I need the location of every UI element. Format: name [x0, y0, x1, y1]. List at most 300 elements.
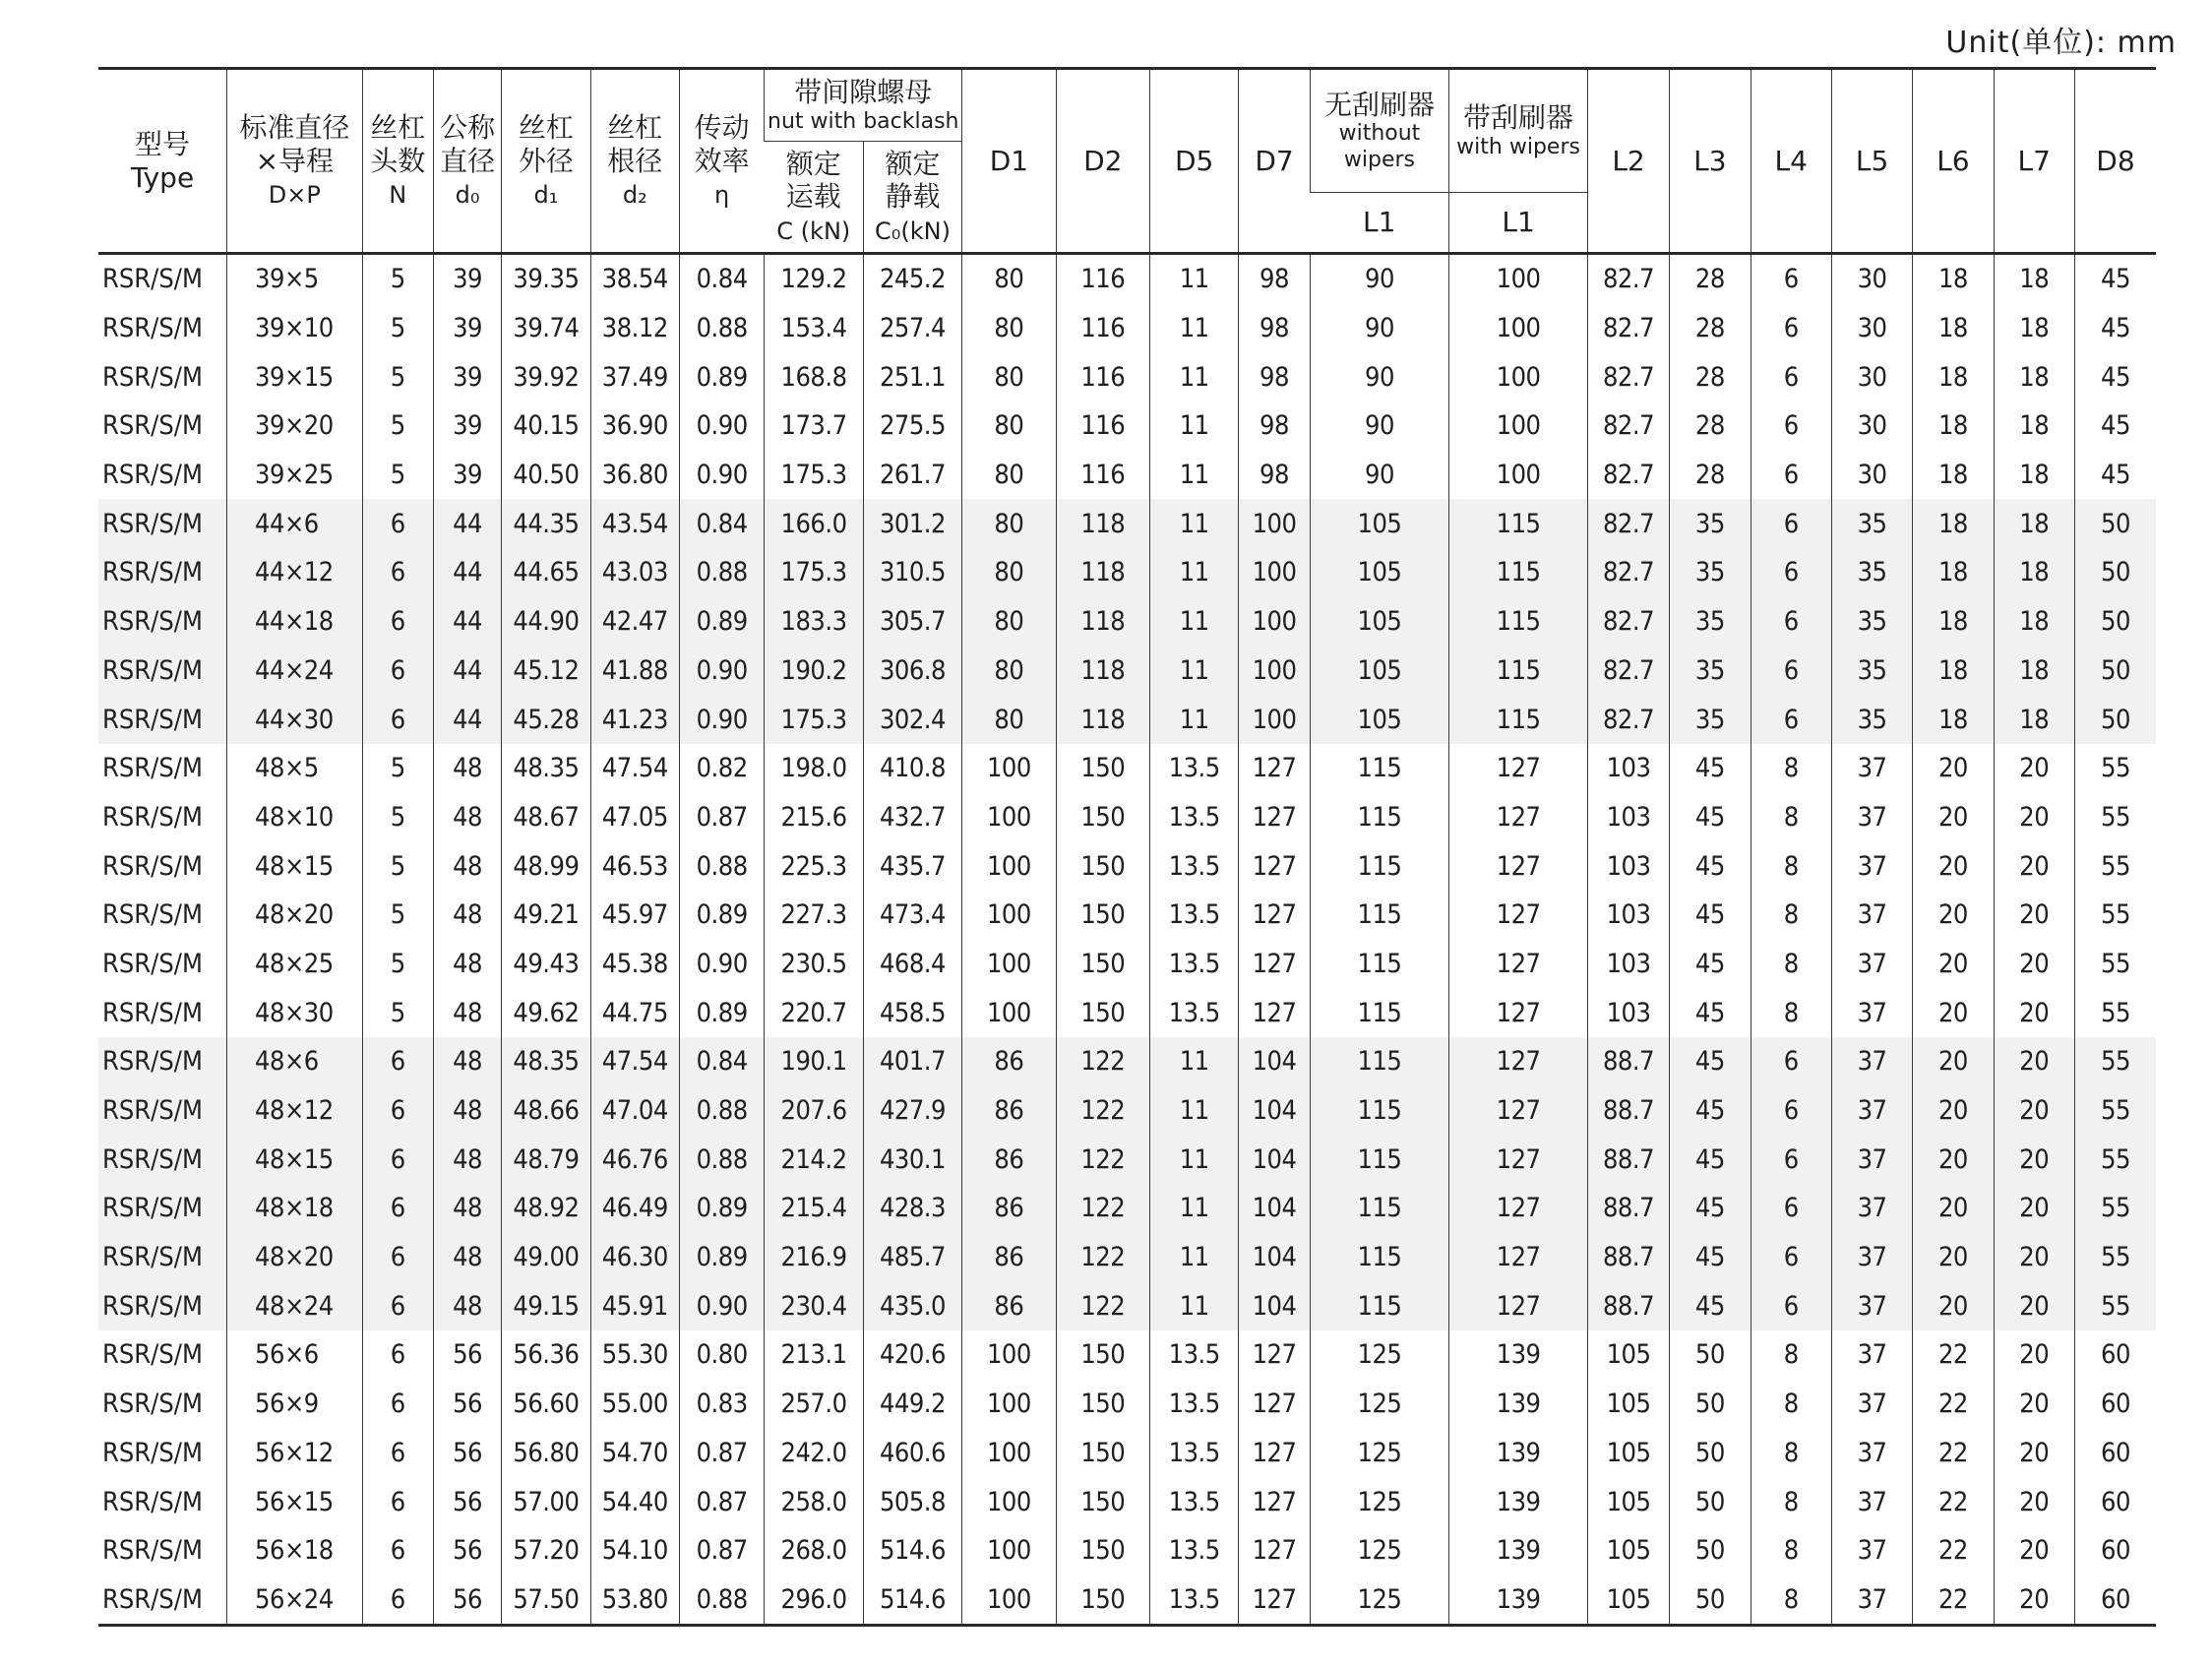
table-cell: 150: [1056, 1575, 1149, 1626]
table-cell: 104: [1239, 1037, 1310, 1086]
table-cell: 11: [1149, 1135, 1238, 1184]
table-cell: 48: [433, 988, 501, 1037]
table-cell: 98: [1239, 402, 1310, 451]
table-cell: 115: [1449, 597, 1588, 647]
table-cell: 20: [1994, 744, 2074, 793]
table-cell: 80: [962, 352, 1056, 402]
table-cell: 6: [1751, 352, 1831, 402]
table-body: [98, 254, 2156, 1626]
table-cell: 86: [962, 1281, 1056, 1330]
table-cell: 13.5: [1149, 744, 1238, 793]
table-cell: 104: [1239, 1281, 1310, 1330]
table-cell: 56×9: [227, 1380, 363, 1429]
table-cell: 35: [1831, 597, 1912, 647]
table-cell: 88.7: [1587, 1086, 1669, 1136]
table-cell: 48: [433, 1135, 501, 1184]
table-cell: 13.5: [1149, 1477, 1238, 1526]
table-cell: 127: [1239, 1526, 1310, 1575]
table-cell: 35: [1670, 695, 1751, 744]
table-cell: 11: [1149, 548, 1238, 597]
table-cell: 80: [962, 499, 1056, 548]
table-cell: 18: [1913, 254, 1994, 304]
table-cell: 11: [1149, 647, 1238, 696]
table-cell: 98: [1239, 352, 1310, 402]
table-row: [98, 647, 2156, 696]
table-cell: 428.3: [863, 1184, 961, 1233]
header-without-wipers: 无刮刷器 without wipers: [1310, 69, 1449, 193]
table-cell: 100: [962, 891, 1056, 940]
table-cell: 0.84: [679, 499, 764, 548]
table-cell: 48: [433, 744, 501, 793]
table-cell: 242.0: [765, 1429, 863, 1478]
table-cell: 20: [1994, 891, 2074, 940]
table-cell: 214.2: [765, 1135, 863, 1184]
table-cell: 54.10: [590, 1526, 679, 1575]
table-cell: 13.5: [1149, 1380, 1238, 1429]
table-cell: 116: [1056, 254, 1149, 304]
table-cell: 100: [962, 1575, 1056, 1626]
table-cell: 39: [433, 352, 501, 402]
table-cell: 80: [962, 647, 1056, 696]
table-cell: 44×30: [227, 695, 363, 744]
table-cell: 22: [1913, 1380, 1994, 1429]
table-cell: RSR/S/M: [98, 1575, 227, 1626]
table-cell: 18: [1994, 402, 2074, 451]
table-cell: 45: [1670, 1184, 1751, 1233]
table-cell: 100: [1239, 548, 1310, 597]
table-cell: 6: [362, 1281, 433, 1330]
table-cell: RSR/S/M: [102, 1535, 203, 1567]
header-d2: D2: [1056, 69, 1149, 254]
table-cell: 8: [1751, 744, 1831, 793]
table-cell: 305.7: [863, 597, 961, 647]
table-cell: 115: [1310, 1086, 1449, 1136]
table-cell: 216.9: [765, 1233, 863, 1282]
table-cell: 125: [1310, 1526, 1449, 1575]
header-d7: D7: [1239, 69, 1310, 254]
table-cell: 13.5: [1149, 793, 1238, 842]
table-cell: 45: [1670, 841, 1751, 891]
table-cell: 20: [1913, 1233, 1994, 1282]
table-cell: RSR/S/M: [102, 899, 203, 931]
table-cell: 82.7: [1587, 304, 1669, 353]
table-cell: 80: [962, 451, 1056, 500]
table-cell: 44: [433, 695, 501, 744]
table-cell: 0.88: [679, 1575, 764, 1626]
table-cell: 45: [2074, 402, 2156, 451]
table-cell: 150: [1056, 744, 1149, 793]
table-cell: 116: [1056, 451, 1149, 500]
table-cell: 46.53: [590, 841, 679, 891]
table-cell: 18: [1913, 695, 1994, 744]
table-cell: 47.54: [590, 1037, 679, 1086]
table-cell: 18: [1913, 304, 1994, 353]
table-cell: 0.89: [679, 988, 764, 1037]
table-cell: 45: [1670, 744, 1751, 793]
header-nominal-diameter: 公称 直径 d₀: [433, 69, 501, 254]
table-cell: 0.90: [679, 647, 764, 696]
table-cell: 505.8: [863, 1477, 961, 1526]
table-cell: 458.5: [863, 988, 961, 1037]
table-cell: RSR/S/M: [102, 997, 203, 1028]
table-cell: 227.3: [765, 891, 863, 940]
table-cell: 22: [1913, 1330, 1994, 1380]
table-cell: 0.90: [679, 402, 764, 451]
table-cell: 20: [1994, 1233, 2074, 1282]
table-row: [98, 1037, 2156, 1086]
table-cell: 150: [1056, 1429, 1149, 1478]
table-cell: 30: [1831, 254, 1912, 304]
table-cell: 8: [1751, 1526, 1831, 1575]
table-cell: 5: [362, 841, 433, 891]
table-cell: 0.83: [679, 1380, 764, 1429]
table-cell: 115: [1449, 548, 1588, 597]
table-cell: 6: [362, 1233, 433, 1282]
table-cell: 48.99: [502, 841, 590, 891]
table-cell: 11: [1149, 1037, 1238, 1086]
table-cell: RSR/S/M: [98, 647, 227, 696]
table-cell: 55: [2074, 841, 2156, 891]
table-cell: 175.3: [765, 451, 863, 500]
table-cell: 98: [1239, 451, 1310, 500]
table-cell: 56×18: [227, 1526, 363, 1575]
table-cell: 251.1: [863, 352, 961, 402]
table-cell: 18: [1913, 647, 1994, 696]
table-cell: 49.43: [502, 940, 590, 989]
table-cell: 88.7: [1587, 1037, 1669, 1086]
table-cell: 127: [1239, 744, 1310, 793]
table-cell: 20: [1913, 940, 1994, 989]
table-cell: 82.7: [1587, 254, 1669, 304]
table-cell: 20: [1994, 1086, 2074, 1136]
table-cell: 30: [1831, 304, 1912, 353]
table-cell: 6: [362, 1526, 433, 1575]
table-cell: 46.30: [590, 1233, 679, 1282]
table-cell: 18: [1994, 352, 2074, 402]
header-efficiency: 传动 效率 η: [679, 69, 764, 254]
table-cell: 38.54: [590, 254, 679, 304]
table-cell: 173.7: [765, 402, 863, 451]
table-cell: 60: [2074, 1429, 2156, 1478]
table-cell: 39: [433, 402, 501, 451]
table-cell: 190.2: [765, 647, 863, 696]
table-cell: 35: [1670, 499, 1751, 548]
table-cell: 30: [1831, 402, 1912, 451]
table-cell: 48×25: [227, 940, 363, 989]
table-cell: 50: [2074, 695, 2156, 744]
table-cell: 44: [433, 647, 501, 696]
table-cell: 127: [1239, 793, 1310, 842]
table-cell: 6: [362, 1135, 433, 1184]
table-cell: RSR/S/M: [98, 1037, 227, 1086]
table-cell: 37: [1831, 1281, 1912, 1330]
table-cell: 82.7: [1587, 352, 1669, 402]
table-cell: 125: [1310, 1330, 1449, 1380]
table-cell: 310.5: [863, 548, 961, 597]
table-cell: 44.90: [502, 597, 590, 647]
table-cell: 49.00: [502, 1233, 590, 1282]
table-cell: 103: [1587, 793, 1669, 842]
table-cell: 44.35: [502, 499, 590, 548]
table-cell: 0.89: [679, 352, 764, 402]
table-cell: 6: [1751, 1184, 1831, 1233]
table-cell: 0.87: [679, 1429, 764, 1478]
table-cell: 37: [1831, 1477, 1912, 1526]
table-cell: 86: [962, 1184, 1056, 1233]
table-cell: 127: [1239, 1477, 1310, 1526]
table-cell: 0.82: [679, 744, 764, 793]
table-cell: 401.7: [863, 1037, 961, 1086]
table-cell: 420.6: [863, 1330, 961, 1380]
table-cell: 125: [1310, 1380, 1449, 1429]
table-cell: 115: [1310, 1233, 1449, 1282]
table-cell: 6: [1751, 1281, 1831, 1330]
table-cell: 427.9: [863, 1086, 961, 1136]
table-cell: 80: [962, 548, 1056, 597]
table-cell: 20: [1994, 1526, 2074, 1575]
table-cell: 5: [362, 793, 433, 842]
table-row: [98, 254, 2156, 304]
table-cell: 268.0: [765, 1526, 863, 1575]
table-cell: 88.7: [1587, 1135, 1669, 1184]
table-cell: 6: [362, 695, 433, 744]
table-cell: 105: [1587, 1526, 1669, 1575]
table-cell: 115: [1310, 744, 1449, 793]
table-cell: 20: [1913, 744, 1994, 793]
table-cell: 45.38: [590, 940, 679, 989]
table-cell: 127: [1239, 891, 1310, 940]
table-cell: 45: [2074, 352, 2156, 402]
table-row: [98, 597, 2156, 647]
table-cell: 37: [1831, 940, 1912, 989]
table-cell: 48×20: [227, 1233, 363, 1282]
table-cell: 45: [1670, 1086, 1751, 1136]
table-cell: 43.03: [590, 548, 679, 597]
table-cell: 39×5: [227, 254, 363, 304]
table-cell: RSR/S/M: [98, 1135, 227, 1184]
table-cell: 6: [362, 647, 433, 696]
table-cell: 18: [1994, 451, 2074, 500]
table-cell: 116: [1056, 352, 1149, 402]
table-cell: 18: [1994, 597, 2074, 647]
table-cell: 0.88: [679, 1086, 764, 1136]
table-cell: 50: [2074, 499, 2156, 548]
table-cell: 47.04: [590, 1086, 679, 1136]
table-cell: 82.7: [1587, 451, 1669, 500]
table-cell: 105: [1587, 1429, 1669, 1478]
header-l3: L3: [1670, 69, 1751, 254]
header-with-wipers: 带刮刷器 with wipers: [1449, 69, 1588, 193]
table-cell: 449.2: [863, 1380, 961, 1429]
table-cell: 127: [1239, 1575, 1310, 1626]
table-cell: 55: [2074, 891, 2156, 940]
table-cell: 410.8: [863, 744, 961, 793]
table-cell: 48×24: [227, 1281, 363, 1330]
table-row: [98, 402, 2156, 451]
header-l6: L6: [1913, 69, 1994, 254]
table-cell: 8: [1751, 1575, 1831, 1626]
table-cell: 48×18: [227, 1184, 363, 1233]
table-cell: 6: [1751, 1233, 1831, 1282]
table-cell: 105: [1310, 695, 1449, 744]
table-cell: 28: [1670, 402, 1751, 451]
table-row: [98, 352, 2156, 402]
table-cell: 473.4: [863, 891, 961, 940]
table-cell: 22: [1913, 1429, 1994, 1478]
table-cell: 432.7: [863, 793, 961, 842]
table-cell: 48.67: [502, 793, 590, 842]
table-cell: 105: [1587, 1575, 1669, 1626]
table-cell: 50: [1670, 1380, 1751, 1429]
table-cell: 48.35: [502, 744, 590, 793]
header-l5: L5: [1831, 69, 1912, 254]
table-cell: 258.0: [765, 1477, 863, 1526]
table-cell: 18: [1994, 548, 2074, 597]
table-cell: 39×25: [227, 451, 363, 500]
table-cell: 80: [962, 695, 1056, 744]
table-cell: 215.4: [765, 1184, 863, 1233]
table-cell: 6: [362, 597, 433, 647]
table-cell: 45: [2074, 254, 2156, 304]
table-cell: 5: [362, 352, 433, 402]
table-cell: RSR/S/M: [102, 1486, 203, 1517]
table-cell: 190.1: [765, 1037, 863, 1086]
table-row: [98, 988, 2156, 1037]
header-root-diameter: 丝杠 根径 d₂: [590, 69, 679, 254]
table-cell: 35: [1831, 499, 1912, 548]
table-cell: 55: [2074, 744, 2156, 793]
table-cell: 53.80: [590, 1575, 679, 1626]
table-cell: 48: [433, 940, 501, 989]
table-cell: 28: [1670, 352, 1751, 402]
table-cell: 11: [1149, 499, 1238, 548]
table-cell: 175.3: [765, 695, 863, 744]
table-row: [98, 1281, 2156, 1330]
table-cell: 20: [1994, 988, 2074, 1037]
table-cell: 39×10: [227, 304, 363, 353]
table-cell: 49.62: [502, 988, 590, 1037]
table-cell: 56: [433, 1429, 501, 1478]
table-cell: 45.28: [502, 695, 590, 744]
table-cell: 0.87: [679, 793, 764, 842]
table-cell: 40.50: [502, 451, 590, 500]
table-cell: 38.12: [590, 304, 679, 353]
table-row: [98, 1477, 2156, 1526]
table-cell: 150: [1056, 793, 1149, 842]
table-cell: 36.80: [590, 451, 679, 500]
table-cell: 115: [1310, 1037, 1449, 1086]
table-cell: 88.7: [1587, 1233, 1669, 1282]
table-cell: 57.00: [502, 1477, 590, 1526]
table-cell: 6: [362, 1575, 433, 1626]
table-cell: 139: [1449, 1477, 1588, 1526]
table-cell: 48.66: [502, 1086, 590, 1136]
table-cell: 100: [962, 793, 1056, 842]
table-row: [98, 841, 2156, 891]
table-cell: 39.92: [502, 352, 590, 402]
table-cell: 45: [1670, 940, 1751, 989]
table-cell: 45.97: [590, 891, 679, 940]
table-cell: 127: [1449, 841, 1588, 891]
table-cell: 48: [433, 793, 501, 842]
table-cell: 122: [1056, 1184, 1149, 1233]
table-cell: 125: [1310, 1429, 1449, 1478]
table-cell: 47.54: [590, 744, 679, 793]
table-cell: 56×12: [227, 1429, 363, 1478]
table-cell: 150: [1056, 891, 1149, 940]
table-cell: 50: [2074, 597, 2156, 647]
table-cell: 6: [1751, 597, 1831, 647]
table-cell: 150: [1056, 988, 1149, 1037]
table-cell: 45.12: [502, 647, 590, 696]
table-cell: 35: [1670, 597, 1751, 647]
table-cell: 115: [1310, 1281, 1449, 1330]
table-cell: 37: [1831, 1135, 1912, 1184]
table-cell: 39×15: [227, 352, 363, 402]
table-row: [98, 1526, 2156, 1575]
table-cell: 139: [1449, 1429, 1588, 1478]
table-cell: 56.60: [502, 1380, 590, 1429]
table-cell: 55: [2074, 1135, 2156, 1184]
table-cell: 166.0: [765, 499, 863, 548]
table-cell: RSR/S/M: [102, 1437, 203, 1468]
table-cell: 88.7: [1587, 1184, 1669, 1233]
table-cell: 230.5: [765, 940, 863, 989]
table-row: [98, 744, 2156, 793]
table-cell: 20: [1994, 1429, 2074, 1478]
table-cell: 37: [1831, 1184, 1912, 1233]
table-cell: 127: [1239, 1380, 1310, 1429]
table-cell: 18: [1913, 451, 1994, 500]
table-cell: 100: [1449, 402, 1588, 451]
table-cell: 86: [962, 1086, 1056, 1136]
table-cell: 37.49: [590, 352, 679, 402]
table-cell: 90: [1310, 402, 1449, 451]
table-cell: 48×12: [227, 1086, 363, 1136]
table-cell: 35: [1831, 695, 1912, 744]
table-cell: 13.5: [1149, 1526, 1238, 1575]
header-diameter-lead: 标准直径 ×导程 D×P: [227, 69, 363, 254]
table-cell: 80: [962, 304, 1056, 353]
table-cell: 6: [362, 1477, 433, 1526]
table-cell: 153.4: [765, 304, 863, 353]
table-cell: 435.0: [863, 1281, 961, 1330]
table-cell: 6: [362, 1380, 433, 1429]
table-cell: 35: [1831, 548, 1912, 597]
table-cell: 98: [1239, 304, 1310, 353]
table-cell: 47.05: [590, 793, 679, 842]
table-cell: 122: [1056, 1135, 1149, 1184]
table-cell: 50: [1670, 1526, 1751, 1575]
table-cell: 88.7: [1587, 1281, 1669, 1330]
table-cell: 60: [2074, 1330, 2156, 1380]
table-cell: 6: [1751, 548, 1831, 597]
table-cell: 213.1: [765, 1330, 863, 1380]
table-cell: 55: [2074, 940, 2156, 989]
table-cell: 56.80: [502, 1429, 590, 1478]
table-cell: 139: [1449, 1330, 1588, 1380]
table-cell: 37: [1831, 1233, 1912, 1282]
table-cell: 127: [1449, 1037, 1588, 1086]
table-cell: 175.3: [765, 548, 863, 597]
table-cell: RSR/S/M: [102, 313, 203, 344]
table-cell: 0.84: [679, 1037, 764, 1086]
table-cell: 37: [1831, 891, 1912, 940]
table-cell: 37: [1831, 1037, 1912, 1086]
table-cell: 57.20: [502, 1526, 590, 1575]
table-cell: 55.00: [590, 1380, 679, 1429]
table-cell: 56.36: [502, 1330, 590, 1380]
